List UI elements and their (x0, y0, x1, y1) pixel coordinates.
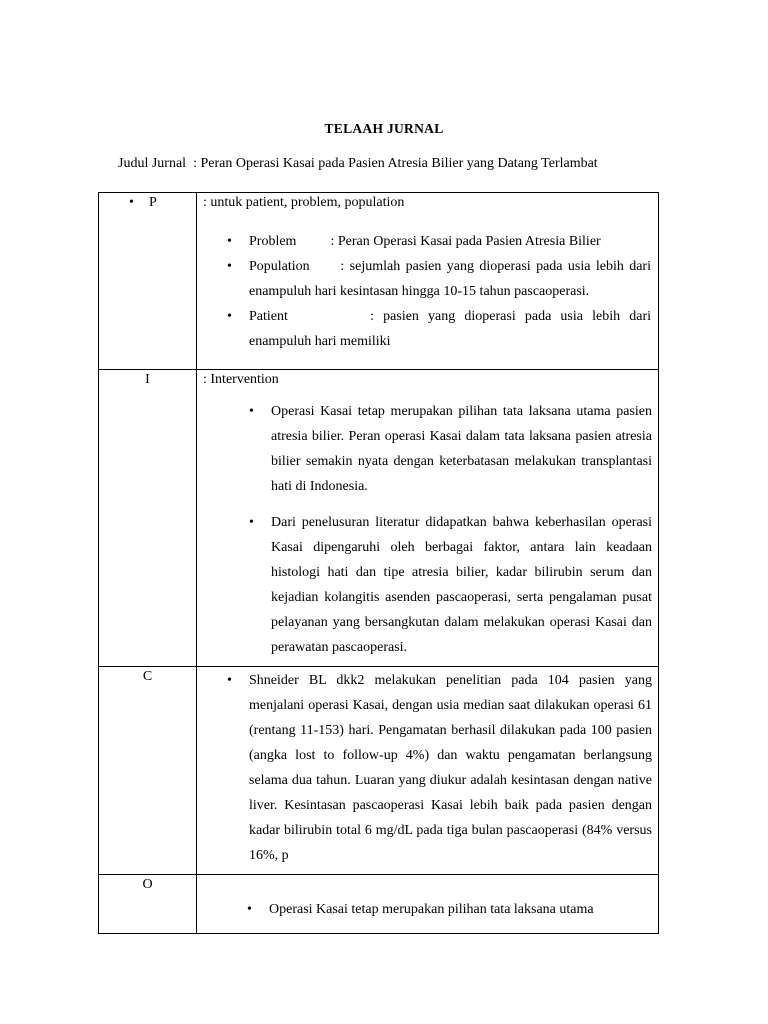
row-content-cell (197, 370, 659, 667)
pico-table (98, 192, 659, 934)
row-content-cell (197, 875, 659, 934)
pico-row-c (99, 667, 659, 875)
row-label-o: O (142, 877, 153, 892)
pico-row-o (99, 875, 659, 934)
list-item (227, 254, 651, 304)
row-lead-i: : Intervention (203, 372, 279, 387)
bullet-icon: • (227, 309, 232, 324)
bullet-icon: • (129, 195, 134, 210)
journal-title-label: Judul Jurnal (118, 156, 187, 171)
item-text: Operasi Kasai tetap merupakan pilihan tata laksana utama pasien atresia bilier. Peran operasi Kasai dalam tata laksana pasien atresia bilier semakin nyata dengan keterbatasan melakukan transplantasi hati di Indonesia. (271, 404, 652, 494)
journal-title-separator: : (193, 156, 197, 171)
row-content-cell (197, 667, 659, 875)
o-bullet-list (247, 897, 652, 922)
bullet-icon: • (249, 515, 254, 530)
bullet-icon: • (227, 234, 232, 249)
item-text: : pasien yang dioperasi pada usia lebih dari enampuluh hari memiliki (249, 309, 651, 349)
list-item (247, 897, 652, 922)
item-term: Patient (249, 309, 288, 324)
row-label-p: P (149, 195, 157, 210)
item-text: Dari penelusuran literatur didapatkan bahwa keberhasilan operasi Kasai dipengaruhi oleh berbagai faktor, antara lain keadaan histologi hati dan tipe atresia bilier, kadar bilirubin serum dan kejadian kolangitis asenden pascaoperasi, serta pengalaman pusat pelayanan yang bersangkutan dalam melakukan operasi Kasai dan perawatan pascaoperasi. (271, 515, 652, 655)
list-item (227, 668, 652, 868)
journal-title-value: Peran Operasi Kasai pada Pasien Atresia Bilier yang Datang Terlambat (200, 156, 598, 171)
row-label-cell (99, 193, 197, 370)
row-label-cell (99, 370, 197, 667)
row-label-cell (99, 875, 197, 934)
item-term: Population (249, 259, 310, 274)
document-title: TELAAH JURNAL (324, 121, 444, 136)
item-text: Operasi Kasai tetap merupakan pilihan tata laksana utama (269, 902, 594, 917)
row-label-i: I (145, 372, 150, 387)
journal-title-line (118, 156, 598, 172)
item-text: : Peran Operasi Kasai pada Pasien Atresia Bilier (330, 234, 601, 249)
row-label-cell (99, 667, 197, 875)
item-text: Shneider BL dkk2 melakukan penelitian pada 104 pasien yang menjalani operasi Kasai, dengan usia median saat dilakukan operasi 61 (rentang 11-153) hari. Pengamatan berhasil dilakukan pada 100 pasien (angka lost to follow-up 4%) dan waktu pengamatan berlangsung selama dua tahun. Luaran yang diukur adalah kesintasan dengan native liver. Kesintasan pascaoperasi Kasai lebih baik pada pasien dengan kadar bilirubin total 6 mg/dL pada tiga bulan pascaoperasi (84% versus 16%, p (249, 673, 652, 863)
list-item (227, 229, 651, 254)
item-term: Problem (249, 234, 297, 249)
bullet-icon: • (227, 673, 232, 688)
list-item (227, 304, 651, 354)
p-bullet-list (227, 229, 651, 354)
row-content-cell (197, 193, 659, 370)
item-text: : sejumlah pasien yang dioperasi pada usia lebih dari enampuluh hari kesintasan hingga 10-15 tahun pascaoperasi. (249, 259, 651, 299)
list-item (249, 399, 652, 499)
list-item (249, 510, 652, 660)
pico-row-p (99, 193, 659, 370)
bullet-icon: • (249, 404, 254, 419)
bullet-icon: • (227, 259, 232, 274)
row-label-c: C (142, 669, 153, 684)
bullet-icon: • (247, 902, 252, 917)
i-bullet-list (249, 399, 652, 660)
c-bullet-list (227, 668, 652, 868)
row-lead-p: : untuk patient, problem, population (203, 195, 405, 210)
pico-row-i (99, 370, 659, 667)
